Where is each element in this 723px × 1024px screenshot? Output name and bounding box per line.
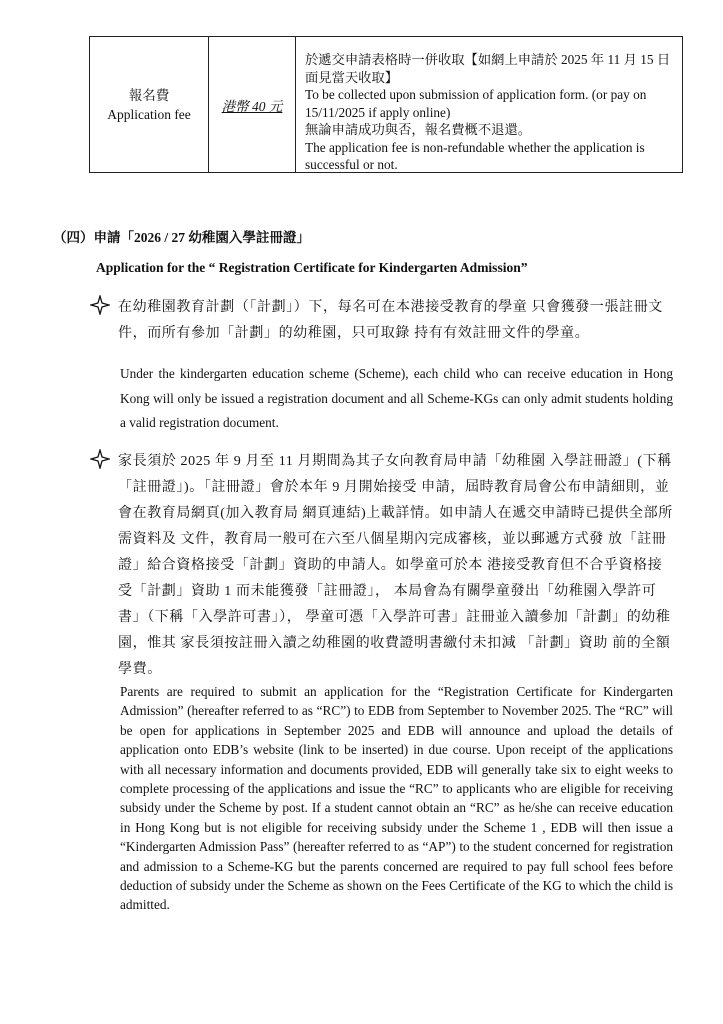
bullet-two [90, 449, 690, 683]
bullet-two-en: Parents are required to submit an application for the “Registration Certificate for Kindergarten Admission” (hereafter referred to as “RC”) to EDB from September to November 2025. The “RC” will be open for applications in September 2025 and EDB will announce and upload the details of application onto EDB’s website (link to be inserted) in due course. Upon receipt of the applications with all necessary information and documents provided, EDB will generally take six to eight weeks to complete processing of the applications and issue the “RC” to applicants who are eligible for receiving subsidy under the Scheme by post. If a student cannot obtain an “RC” as he/she can receive education in Hong Kong but is not eligible for receiving subsidy under the Scheme 1 , EDB will then issue a “Kindergarten Admission Pass” (hereafter referred to as “AP”) to the student concerned for registration and admission to a Scheme-KG but the parents concerned are required to pay full school fees before deduction of subsidy under the Scheme as shown on the Fees Certificate of the KG to which the child is admitted. [120, 684, 673, 913]
section-heading-en: Application for the “ Registration Certificate for Kindergarten Admission” [96, 260, 528, 275]
fee-label-cell [90, 37, 209, 172]
bullet-one [90, 295, 690, 347]
fee-desc-zh-1: 於遞交申請表格時一併收取【如網上申請於 2025 年 11 月 15 日面見當天收取】 [305, 52, 671, 85]
fee-desc-zh-2: 無論申請成功與否，報名費概不退還。 [305, 122, 532, 137]
four-point-star-outline-icon [90, 295, 110, 315]
fee-description [296, 37, 682, 172]
bullet-two-zh: 家長須於 2025 年 9 月至 11 月期間為其子女向教育局申請「幼稚園 入學註冊證」(下稱「註冊證」)。「註冊證」會於本年 9 月開始接受 申請，屆時教育局會公布申請細則，並會在教育局網頁(加入教育局 網頁連結)上載詳情。如申請人在遞交申請時已提供全部所需資料及 文件，教育局一般可在六至八個星期內完成審核，並以郵遞方式發 放「註冊證」給合資格接受「計劃」資助的申請人。如學童可於本 港接受教育但不合乎資格接受「計劃」資助 1 而未能獲發「註冊證」， 本局會為有關學童發出「幼稚園入學許可書」（下稱「入學許可書」）， 學童可憑「入學許可書」註冊並入讀參加「計劃」的幼稚園，惟其 家長須按註冊入讀之幼稚園的收費證明書繳付未扣減 「計劃」資助 前的全額學費。 [118, 454, 673, 677]
fee-label-en: Application fee [107, 106, 191, 122]
bullet-one-zh: 在幼稚園教育計劃（「計劃」）下，每名可在本港接受教育的學童 只會獲發一張註冊文件，而所有參加「計劃」的幼稚園，只可取錄 持有有效註冊文件的學童。 [118, 300, 663, 341]
four-point-star-outline-icon [90, 449, 110, 469]
fee-desc-en-1: To be collected upon submission of application form. (or pay on 15/11/2025 if apply online) [305, 87, 647, 120]
section-heading-zh: （四）申請「2026 / 27 幼稚園入學註冊證」 [53, 230, 310, 245]
fee-label-zh: 報名費 [128, 87, 170, 103]
application-fee-table [89, 36, 683, 173]
bullet-one-en: Under the kindergarten education scheme (Scheme), each child who can receive education in Hong Kong will only be issued a registration document and all Scheme-KGs can only admit students holding a valid registration document. [120, 366, 673, 430]
fee-desc-en-2: The application fee is non-refundable whether the application is successful or not. [305, 139, 645, 172]
fee-amount: 港幣 40 元 [209, 37, 296, 172]
